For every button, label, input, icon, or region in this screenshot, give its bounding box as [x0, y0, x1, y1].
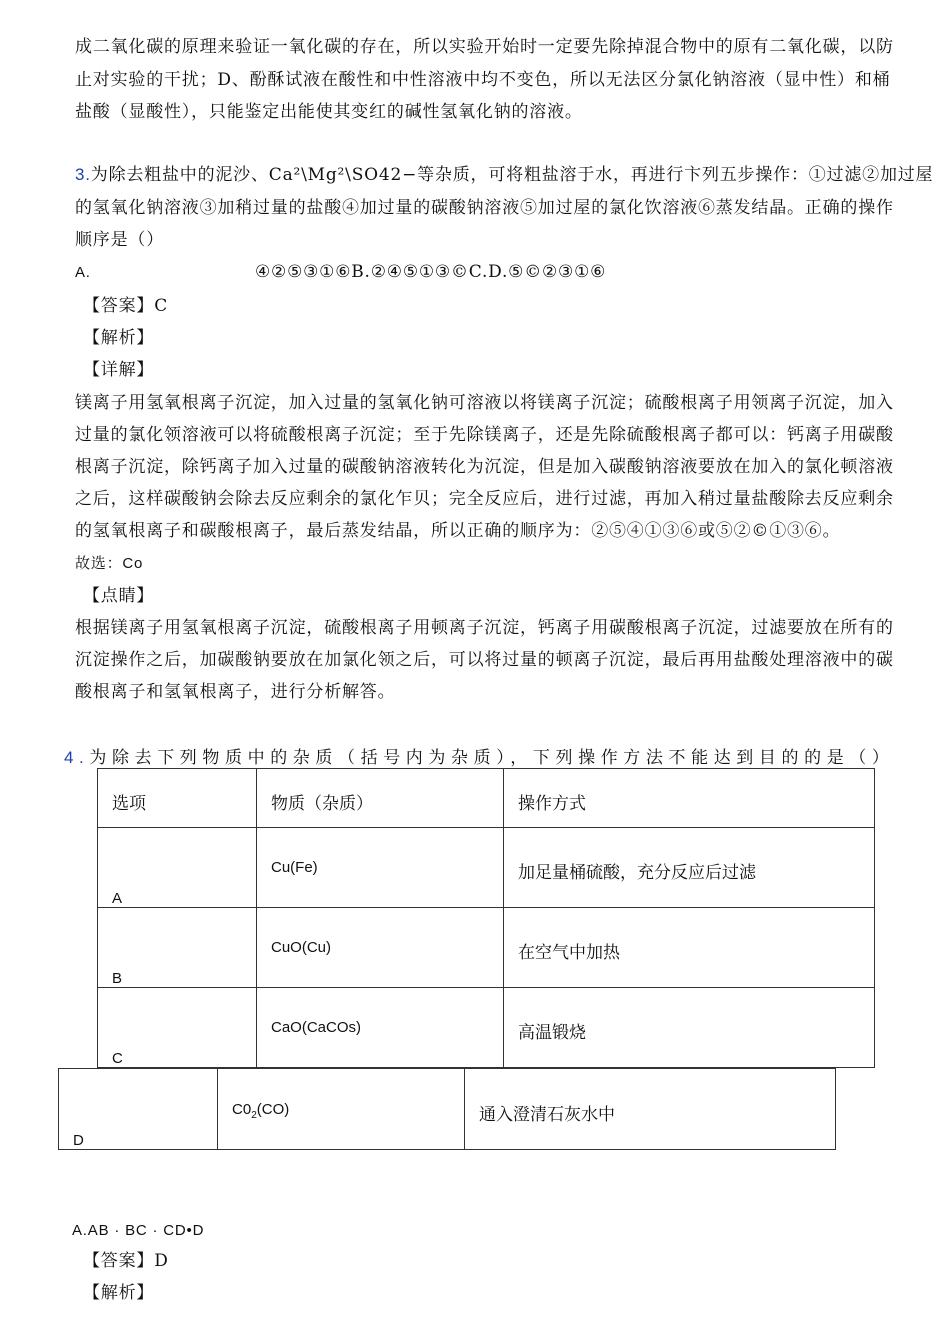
q3-answer-tag: 【答案】C	[83, 296, 169, 316]
row-d-option: D	[73, 1132, 84, 1149]
header-option: 选项	[112, 794, 146, 814]
table-header-row	[98, 769, 875, 828]
q4-number: 4.	[64, 748, 90, 767]
q3-detail-tag: 【详解】	[83, 360, 155, 380]
prev-answer-line-1: 成二氧化碳的原理来验证一氧化碳的存在，所以实验开始时一定要先除掉混合物中的原有二氧化碳，以防	[75, 37, 894, 57]
q3-options: ④②⑤③①⑥B.②④⑤①③©C.D.⑤©②③①⑥	[255, 262, 607, 282]
row-d-substance-prefix: C0	[232, 1101, 252, 1118]
q3-stem-text: 为除去粗盐中的泥沙、Ca²\Mg²\SO42−等杂质，可将粗盐溶于水，再进行卞列五步操作：①过滤②加过屋	[90, 165, 934, 185]
q3-options-label: A.	[75, 264, 91, 281]
row-b-substance: CuO(Cu)	[271, 939, 332, 956]
prev-answer-line-3: 盐酸（显酸性），只能鉴定出能使其变红的碱性氢氧化钠的溶液。	[75, 102, 583, 122]
row-b-method: 在空气中加热	[518, 943, 620, 963]
q3-detail-line-5: 的氢氧根离子和碳酸根离子，最后蒸发结晶，所以正确的顺序为：②⑤④①③⑥或⑤②©①③⑥。	[75, 521, 841, 541]
q4-table-main	[97, 768, 875, 1068]
row-d-substance-suffix: (CO)	[256, 1101, 290, 1118]
q3-comment-line-2: 沉淀操作之后，加碳酸钠要放在加氯化领之后，可以将过量的顿离子沉淀，最后再用盐酸处理溶液中的碳	[75, 650, 894, 670]
q3-detail-line-1: 镁离子用氢氧根离子沉淀，加入过量的氢氧化钠可溶液以将镁离子沉淀；硫酸根离子用领离子沉淀，加入	[75, 393, 894, 413]
row-a-method: 加足量桶硫酸，充分反应后过滤	[518, 863, 756, 883]
q3-analysis-tag: 【解析】	[83, 328, 155, 348]
q3-number: 3.	[75, 165, 91, 184]
row-a-option: A	[112, 890, 123, 907]
q3-choose: 故选：Co	[75, 555, 144, 572]
row-d-method: 通入澄清石灰水中	[479, 1105, 615, 1125]
header-substance: 物质（杂质）	[271, 794, 373, 814]
row-c-substance: CaO(CaCOs)	[271, 1019, 362, 1036]
q3-detail-line-4: 之后，这样碳酸钠会除去反应剩余的氯化乍贝；完全反应后，进行过滤，再加入稍过量盐酸除去反应剩余	[75, 489, 894, 509]
table-row	[98, 828, 875, 908]
q4-stem-text: 为除去下列物质中的杂质（括号内为杂质），下列操作方法不能达到目的的是（）	[89, 748, 895, 768]
q3-detail-line-3: 根离子沉淀，除钙离子加入过量的碳酸钠溶液转化为沉淀，但是加入碳酸钠溶液要放在加入的氯化顿溶液	[75, 457, 894, 477]
q3-comment-tag: 【点睛】	[83, 586, 155, 606]
row-d-substance	[232, 1101, 289, 1121]
q3-comment-line-3: 酸根离子和氢氧根离子，进行分析解答。	[75, 682, 396, 702]
row-d-substance-subscript: 2	[251, 1110, 257, 1121]
prev-answer-line-2: 止对实验的干扰；D、酚酥试液在酸性和中性溶液中均不变色，所以无法区分氯化钠溶液（显中性）和桶	[75, 70, 891, 90]
header-method: 操作方式	[518, 794, 586, 814]
table-row	[98, 908, 875, 988]
q4-options: A.AB · BC · CD•D	[72, 1222, 205, 1239]
table-row	[59, 1069, 836, 1150]
q3-comment-line-1: 根据镁离子用氢氧根离子沉淀，硫酸根离子用顿离子沉淀，钙离子用碳酸根离子沉淀，过滤要放在所有的	[75, 618, 894, 638]
q3-stem-line-1	[75, 165, 933, 185]
row-a-substance: Cu(Fe)	[271, 859, 318, 876]
q3-stem-line-2: 的氢氧化钠溶液③加稍过量的盐酸④加过量的碳酸钠溶液⑤加过屋的氯化饮溶液⑥蒸发结晶。正确的操作	[75, 198, 894, 218]
q4-answer-tag: 【答案】D	[83, 1251, 169, 1271]
q4-analysis-tag: 【解析】	[83, 1283, 155, 1303]
q3-stem-line-3: 顺序是（）	[75, 230, 164, 250]
table-row	[98, 988, 875, 1068]
row-c-method: 高温锻烧	[518, 1023, 586, 1043]
row-c-option: C	[112, 1050, 123, 1067]
q4-stem-line	[64, 748, 895, 768]
row-b-option: B	[112, 970, 123, 987]
q4-table-row-d	[58, 1068, 836, 1150]
q3-detail-line-2: 过量的氯化领溶液可以将硫酸根离子沉淀；至于先除镁离子，还是先除硫酸根离子都可以：钙离子用碳酸	[75, 425, 894, 445]
